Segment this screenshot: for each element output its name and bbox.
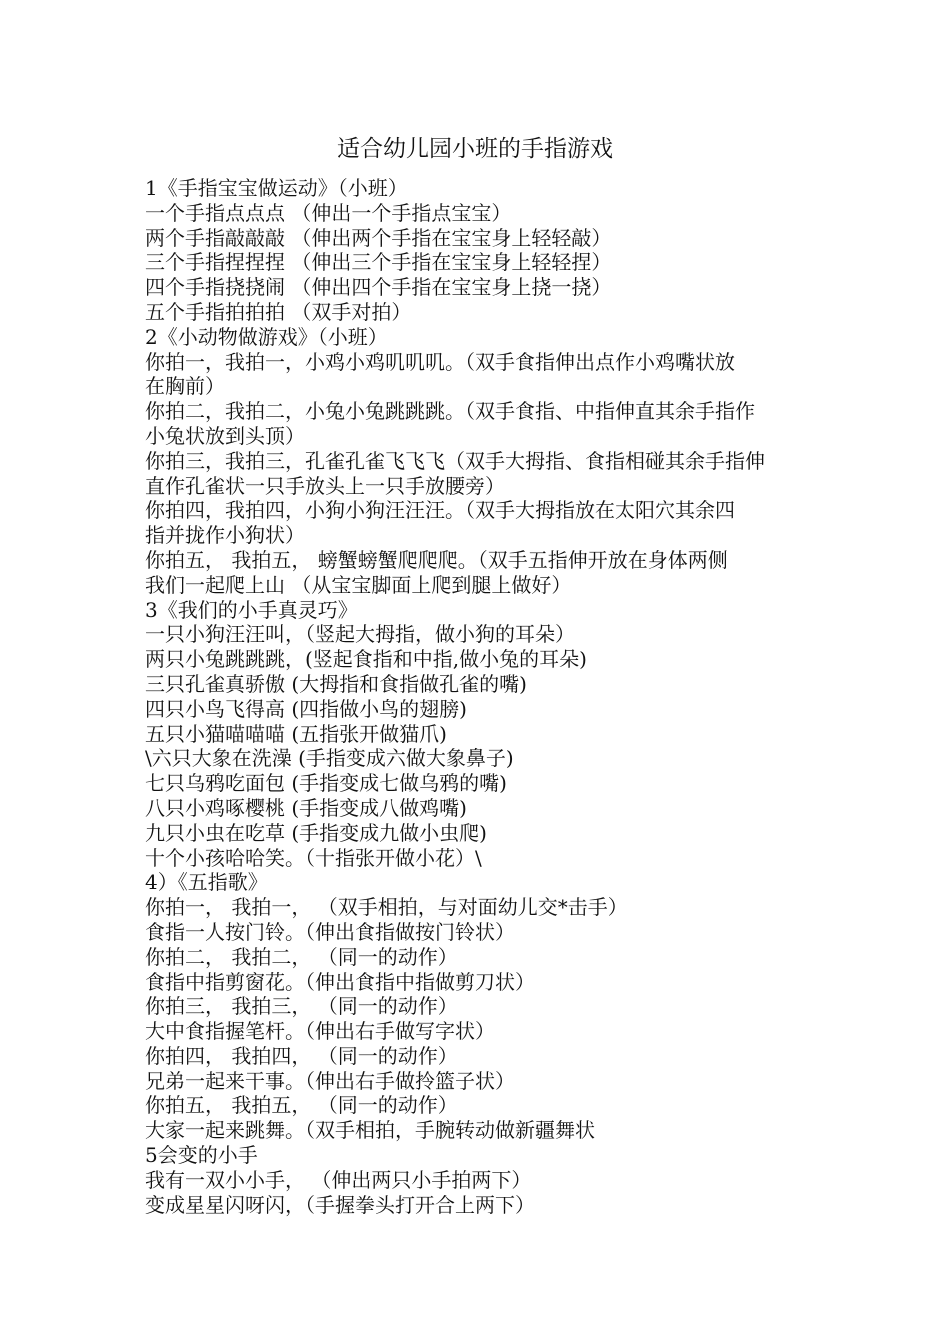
body-line: 1《手指宝宝做运动》（小班） — [145, 176, 408, 200]
body-line: 食指中指剪窗花。（伸出食指中指做剪刀状） — [145, 969, 535, 994]
body-line: 五个手指拍拍拍 （双手对拍） — [145, 299, 412, 324]
document-body — [145, 176, 815, 1217]
body-line: 你拍四， 我拍四， （同一的动作） — [145, 1043, 458, 1068]
body-line: 九只小虫在吃草 (手指变成九做小虫爬) — [145, 820, 487, 845]
body-line: 食指一人按门铃。（伸出食指做按门铃状） — [145, 919, 515, 944]
body-line: 你拍四，我拍四，小狗小狗汪汪汪。（双手大拇指放在太阳穴其余四 — [145, 498, 735, 523]
body-line: 大中食指握笔杆。（伸出右手做写字状） — [145, 1019, 495, 1044]
body-line: 七只乌鸦吃面包 (手指变成七做乌鸦的嘴) — [145, 771, 507, 796]
body-line: 两个手指敲敲敲 （伸出两个手指在宝宝身上轻轻敲） — [145, 225, 612, 250]
body-line: 两只小兔跳跳跳，(竖起食指和中指,做小兔的耳朵) — [145, 647, 587, 672]
body-line: 一只小狗汪汪叫，（竖起大拇指，做小狗的耳朵） — [145, 622, 575, 647]
body-line: 四只小鸟飞得高 (四指做小鸟的翅膀) — [145, 696, 467, 721]
body-line: 一个手指点点点 （伸出一个手指点宝宝） — [145, 200, 512, 225]
body-line: 五只小猫喵喵喵 (五指张开做猫爪) — [145, 721, 447, 746]
body-line: 八只小鸡啄樱桃 (手指变成八做鸡嘴) — [145, 795, 467, 820]
body-line: 5会变的小手 — [145, 1143, 258, 1168]
body-line: 兄弟一起来干事。（伸出右手做拎篮子状） — [145, 1068, 515, 1093]
body-line: 四个手指挠挠闹 （伸出四个手指在宝宝身上挠一挠） — [145, 275, 612, 300]
body-line: 三只孔雀真骄傲 (大拇指和食指做孔雀的嘴) — [145, 671, 527, 696]
body-line: 你拍二，我拍二，小兔小兔跳跳跳。（双手食指、中指伸直其余手指作 — [145, 399, 755, 424]
body-line: 变成星星闪呀闪，（手握拳头打开合上两下） — [145, 1192, 535, 1217]
body-line: 大家一起来跳舞。（双手相拍，手腕转动做新疆舞状 — [145, 1118, 595, 1143]
body-line: \六只大象在洗澡 (手指变成六做大象鼻子) — [145, 746, 514, 771]
body-line: 你拍三，我拍三，孔雀孔雀飞飞飞（双手大拇指、食指相碰其余手指伸 — [145, 448, 765, 473]
body-line: 我们一起爬上山 （从宝宝脚面上爬到腿上做好） — [145, 572, 572, 597]
body-line: 4）《五指歌》 — [145, 870, 268, 895]
body-line: 指并拢作小狗状） — [145, 523, 305, 548]
page-title: 适合幼儿园小班的手指游戏 — [337, 136, 613, 162]
body-line: 你拍五， 我拍五， 螃蟹螃蟹爬爬爬。（双手五指伸开放在身体两侧 — [145, 547, 728, 572]
body-line: 你拍二， 我拍二， （同一的动作） — [145, 944, 458, 969]
body-line: 你拍五， 我拍五， （同一的动作） — [145, 1093, 458, 1118]
body-line: 在胸前） — [145, 374, 225, 399]
body-line: 你拍三， 我拍三， （同一的动作） — [145, 994, 458, 1019]
body-line: 小兔状放到头顶） — [145, 423, 305, 448]
body-line: 直作孔雀状一只手放头上一只手放腰旁） — [145, 473, 505, 498]
body-line: 三个手指捏捏捏 （伸出三个手指在宝宝身上轻轻捏） — [145, 250, 612, 275]
body-line: 你拍一， 我拍一， （双手相拍，与对面幼儿交*击手） — [145, 895, 628, 920]
body-line: 3《我们的小手真灵巧》 — [145, 597, 358, 622]
body-line: 我有一双小小手， （伸出两只小手拍两下） — [145, 1167, 532, 1192]
body-line: 十个小孩哈哈笑。（十指张开做小花）\ — [145, 845, 482, 870]
body-line: 2《小动物做游戏》（小班） — [145, 324, 388, 349]
body-line: 你拍一，我拍一，小鸡小鸡叽叽叽。（双手食指伸出点作小鸡嘴状放 — [145, 349, 735, 374]
